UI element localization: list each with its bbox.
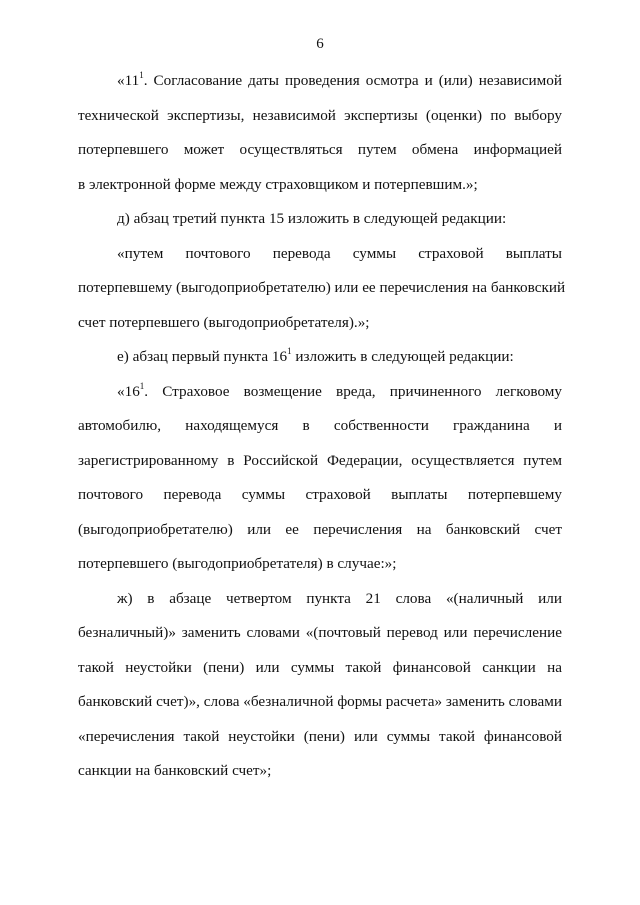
paragraph-item-11-1	[78, 64, 562, 202]
superscript: 1	[139, 380, 145, 391]
text-line: санкции на банковский счет»;	[78, 762, 272, 779]
superscript: 1	[287, 346, 292, 356]
text-line: потерпевшему (выгодоприобретателю) или ее перечисления на банковский	[78, 279, 566, 296]
text-line: «$16^1$. Страховое возмещение вреда, причиненного легковому	[117, 380, 562, 400]
text-line: «перечисления такой неустойки (пени) или суммы такой финансовой	[78, 727, 562, 745]
text-line: банковский счет)», слова «безналичной формы расчета» заменить словами	[78, 693, 562, 710]
text-line: технической экспертизы, независимой экспертизы (оценки) по выбору	[78, 106, 562, 124]
text-line: ж) в абзаце четвертом пункта 21 слова «(наличный или	[117, 589, 562, 607]
paragraph-subitem-zh	[78, 582, 562, 789]
text-line: автомобилю, находящемуся в собственности гражданина и	[78, 417, 562, 434]
text-line: (выгодоприобретателю) или ее перечисления на банковский счет	[78, 520, 562, 538]
text-line: такой неустойки (пени) или суммы такой финансовой санкции на	[78, 658, 562, 676]
paragraph-item-16-1	[78, 375, 562, 582]
text-line: в электронной форме между страховщиком и потерпевшим.»;	[78, 175, 478, 193]
superscript: 1	[139, 70, 144, 80]
page-number: 6	[316, 36, 324, 52]
document-body	[78, 64, 566, 789]
text-line: зарегистрированному в Российской Федерации, осуществляется путем	[78, 451, 562, 469]
text-line: «путем почтового перевода суммы страховой выплаты	[117, 244, 562, 262]
text-line: е) абзац первый пункта $16^1$ изложить в следующей редакции:	[117, 346, 514, 365]
paragraph-subitem-d	[78, 202, 562, 237]
paragraph-subitem-e	[78, 340, 562, 375]
text-line: счет потерпевшего (выгодоприобретателя).»;	[78, 313, 370, 331]
text-line: безналичный)» заменить словами «(почтовый перевод или перечисление	[78, 624, 562, 641]
paragraph-quote-postal-transfer	[78, 237, 566, 341]
text-line: д) абзац третий пункта 15 изложить в следующей редакции:	[117, 210, 507, 227]
text-line: почтового перевода суммы страховой выплаты потерпевшему	[78, 486, 562, 503]
text-line: потерпевшего (выгодоприобретателя) в случае:»;	[78, 555, 397, 572]
text-line: потерпевшего может осуществляться путем обмена информацией	[78, 141, 562, 158]
text-line: «$11^1$. Согласование даты проведения осмотра и (или) независимой	[117, 70, 562, 89]
